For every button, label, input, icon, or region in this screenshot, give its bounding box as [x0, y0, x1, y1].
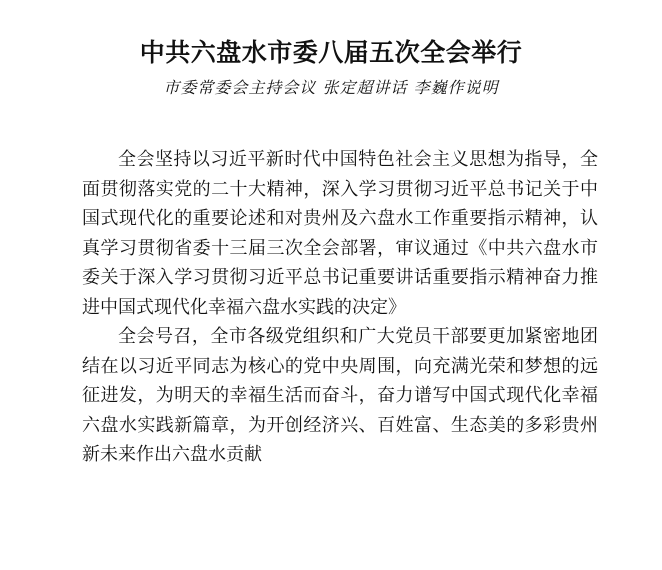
page-title: 中共六盘水市委八届五次全会举行: [139, 38, 523, 67]
article-body: [82, 145, 598, 470]
paragraph: 全会坚持以习近平新时代中国特色社会主义思想为指导，全面贯彻落实党的二十大精神，深入学习贯彻习近平总书记关于中国式现代化的重要论述和对贵州及六盘水工作重要指示精神，认真学习贯彻省委十三届三次全会部署，审议通过《中共六盘水市委关于深入学习贯彻习近平总书记重要讲话重要指示精神奋力推进中国式现代化幸福六盘水实践的决定》: [82, 149, 598, 318]
paragraph: 全会号召，全市各级党组织和广大党员干部要更加紧密地团结在以习近平同志为核心的党中央周围，向充满光荣和梦想的远征进发，为明天的幸福生活而奋斗，奋力谱写中国式现代化幸福六盘水实践新篇章，为开创经济兴、百姓富、生态美的多彩贵州新未来作出六盘水贡献: [82, 326, 598, 465]
page-subtitle: 市委常委会主持会议 张定超讲话 李巍作说明: [163, 78, 499, 97]
